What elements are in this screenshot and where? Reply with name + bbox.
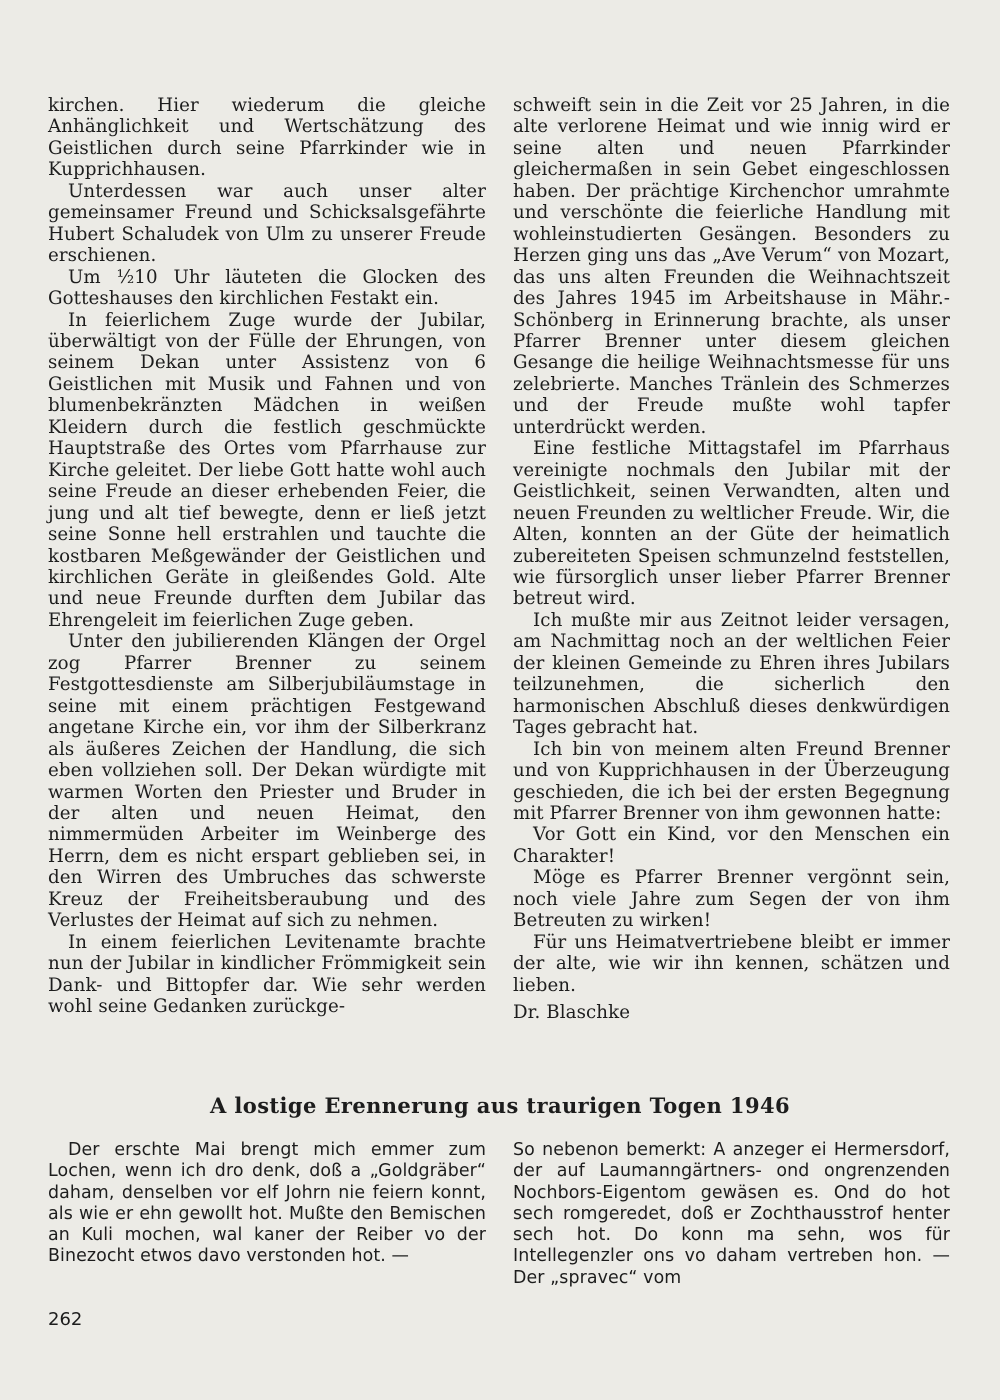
paragraph: In feierlichem Zuge wurde der Jubilar, überwältigt von der Fülle der Ehrungen, von seinem Dekan unter Assistenz von 6 Geistlichen mit Musik und Fahnen und von blumenbekränzten Mädchen in weißen Kleidern durch die festlich geschmückte Hauptstraße des Ortes vom Pfarrhause zur Kirche geleitet. Der liebe Gott hatte wohl auch seine Freude an dieser erhebenden Feier, die jung und alt tief bewegte, denn er ließ jetzt seine Sonne hell erstrahlen und tauchte die kostbaren Meßgewänder der Geistlichen und kirchlichen Geräte in gleißendes Gold. Alte und neue Freunde durften dem Jubilar das Ehrengeleit im feierlichen Zuge geben. (48, 309, 486, 631)
paragraph: Um ½10 Uhr läuteten die Glocken des Gotteshauses den kirchlichen Festakt ein. (48, 266, 486, 310)
dialect-article-right-column (513, 1140, 950, 1289)
paragraph: Unter den jubilierenden Klängen der Orgel zog Pfarrer Brenner zu seinem Festgottesdienste am Silberjubiläumstage in seine mit einem prächtigen Festgewand angetane Kirche ein, vor ihm der Silberkranz als äußeres Zeichen der Handlung, die sich eben vollziehen soll. Der Dekan würdigte mit warmen Worten den Priester und Bruder in der alten und neuen Heimat, den nimmermüden Arbeiter im Weinberge des Herrn, dem es nicht erspart geblieben sei, in den Wirren des Umbruches das schwerste Kreuz der Freiheitsberaubung und des Verlustes der Heimat auf sich zu nehmen. (48, 631, 486, 932)
author-signature: Dr. Blaschke (513, 1002, 631, 1024)
paragraph: Vor Gott ein Kind, vor den Menschen ein Charakter! (513, 824, 950, 867)
paragraph: Unterdessen war auch unser alter gemeinsamer Freund und Schicksalsgefährte Hubert Schaludek von Ulm zu unserer Freude erschienen. (48, 180, 486, 267)
article-left-column (48, 95, 486, 1017)
paragraph: kirchen. Hier wiederum die gleiche Anhänglichkeit und Wertschätzung des Geistlichen durch seine Pfarrkinder wie in Kupprichhausen. (48, 95, 486, 181)
paragraph: Ich mußte mir aus Zeitnot leider versagen, am Nachmittag noch an der weltlichen Feier der kleinen Gemeinde zu Ehren ihres Jubilars teilzunehmen, die sicherlich den harmonischen Abschluß dieses denkwürdigen Tages gebracht hat. (513, 609, 950, 739)
paragraph: schweift sein in die Zeit vor 25 Jahren, in die alte verlorene Heimat und wie innig wird er seine alten und neuen Pfarrkinder gleichermaßen in sein Gebet eingeschlossen haben. Der prächtige Kirchenchor umrahmte und verschönte die feierliche Handlung mit wohleinstudierten Gesängen. Besonders zu Herzen ging uns das „Ave Verum“ von Mozart, das uns alten Freunden die Weihnachtszeit des Jahres 1945 im Arbeitshause in Mähr.-Schönberg in Erinnerung brachte, als unser Pfarrer Brenner unter diesem gleichen Gesange die heilige Weihnachtsmesse für uns zelebrierte. Manches Tränlein des Schmerzes und der Freude mußte wohl tapfer unterdrückt werden. (513, 95, 950, 438)
paragraph: Für uns Heimatvertriebene bleibt er immer der alte, wie wir ihn kennen, schätzen und lieben. (513, 931, 950, 996)
article-headline: A lostige Erennerung aus traurigen Togen 1946 (210, 1093, 790, 1118)
paragraph: Eine festliche Mittagstafel im Pfarrhaus vereinigte nochmals den Jubilar mit der Geistlichkeit, seinen Verwandten, alten und neuen Freunden zu weltlicher Freude. Wir, die Alten, konnten an der Güte der heimatlich zubereiteten Speisen schmunzelnd feststellen, wie fürsorglich unser lieber Pfarrer Brenner betreut wird. (513, 438, 950, 610)
paragraph: Möge es Pfarrer Brenner vergönnt sein, noch viele Jahre zum Segen der von ihm Betreuten zu wirken! (513, 867, 950, 932)
paragraph: Der erschte Mai brengt mich emmer zum Lochen, wenn ich dro denk, doß a „Goldgräber“ daham, denselben vor elf Johrn nie feiern konnt, als wie er ehn gewollt hot. Mußte den Bemischen an Kuli mochen, wal kaner der Reiber vo der Binezocht etwos davo verstonden hot. — (48, 1140, 486, 1267)
page-number: 262 (48, 1309, 83, 1330)
dialect-article-left-column (48, 1140, 486, 1268)
article-right-column (513, 95, 950, 1023)
paragraph: Ich bin von meinem alten Freund Brenner und von Kupprichhausen in der Überzeugung geschieden, die ich bei der ersten Begegnung mit Pfarrer Brenner von ihm gewonnen hatte: (513, 738, 950, 824)
paragraph: In einem feierlichen Levitenamte brachte nun der Jubilar in kindlicher Frömmigkeit sein Dank- und Bittopfer dar. Wie sehr werden wohl seine Gedanken zurückge- (48, 931, 486, 1018)
paragraph: So nebenon bemerkt: A anzeger ei Hermersdorf, der auf Laumanngärtners- ond ongrenzenden Nochbors-Eigentom gewäsen es. Ond do hot sech romgeredet, doß er Zochthausstrof henter sech hot. Do konn ma sehn, wos für Intellegenzler ons vo daham vertreben hon. — Der „spravec“ vom (513, 1140, 950, 1288)
